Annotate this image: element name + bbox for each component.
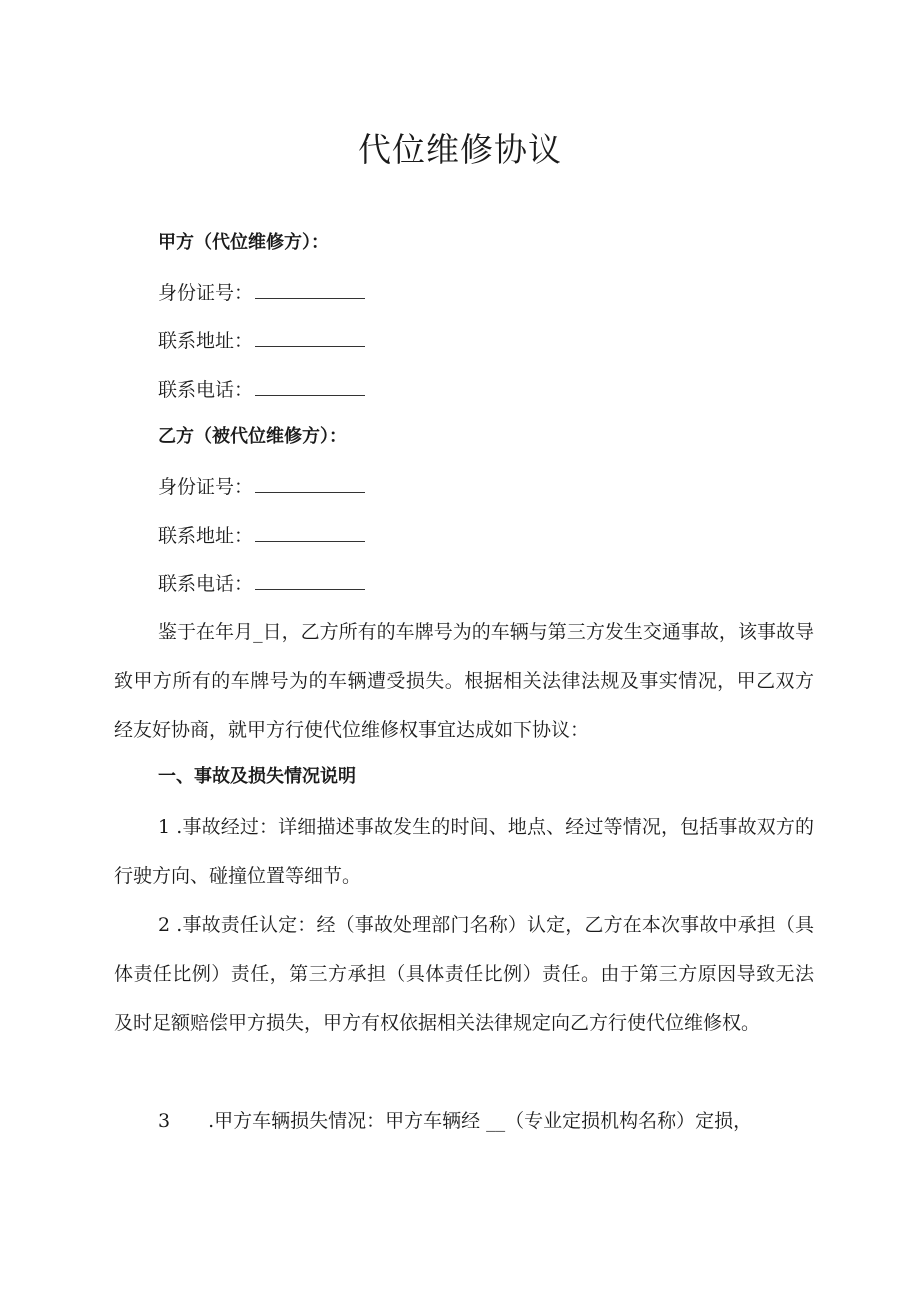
section-1-item-2: 2 .事故责任认定：经（事故处理部门名称）认定，乙方在本次事故中承担（具体责任比例）责任，第三方承担（具体责任比例）责任。由于第三方原因导致无法及时足额赔偿甲方损失，甲方有权依据相关法律规定向乙方行使代位维修权。 bbox=[114, 914, 814, 1034]
fill-in-blank bbox=[255, 280, 365, 299]
fill-in-blank bbox=[255, 571, 365, 590]
party-a-phone-field bbox=[158, 377, 365, 402]
field-label: 联系电话： bbox=[158, 379, 254, 401]
party-b-address-field bbox=[158, 523, 365, 548]
field-label: 联系地址： bbox=[158, 525, 254, 547]
fill-in-blank bbox=[255, 328, 365, 347]
party-a-id-field bbox=[158, 280, 365, 305]
preamble-paragraph: 鉴于在年月_日，乙方所有的车牌号为的车辆与第三方发生交通事故，该事故导致甲方所有的车牌号为的车辆遭受损失。根据相关法律法规及事实情况，甲乙双方经友好协商，就甲方行使代位维修权事宜达成如下协议： bbox=[114, 621, 814, 741]
section-1-item-3: 3 .甲方车辆损失情况：甲方车辆经 __（专业定损机构名称）定损， bbox=[158, 1110, 753, 1132]
field-label: 身份证号： bbox=[158, 282, 254, 304]
fill-in-blank bbox=[255, 474, 365, 493]
field-label: 联系电话： bbox=[158, 573, 254, 595]
fill-in-blank bbox=[255, 523, 365, 542]
section-1-heading: 一、事故及损失情况说明 bbox=[158, 766, 356, 787]
field-label: 联系地址： bbox=[158, 330, 254, 352]
party-b-heading: 乙方（被代位维修方）： bbox=[158, 426, 347, 447]
field-label: 身份证号： bbox=[158, 476, 254, 498]
document-title: 代位维修协议 bbox=[358, 130, 562, 169]
fill-in-blank bbox=[255, 377, 365, 396]
party-b-id-field bbox=[158, 474, 365, 499]
section-1-item-1: 1 .事故经过：详细描述事故发生的时间、地点、经过等情况，包括事故双方的行驶方向、碰撞位置等细节。 bbox=[114, 816, 814, 887]
party-a-heading: 甲方（代位维修方）： bbox=[158, 232, 329, 253]
party-b-phone-field bbox=[158, 571, 365, 596]
party-a-address-field bbox=[158, 328, 365, 353]
